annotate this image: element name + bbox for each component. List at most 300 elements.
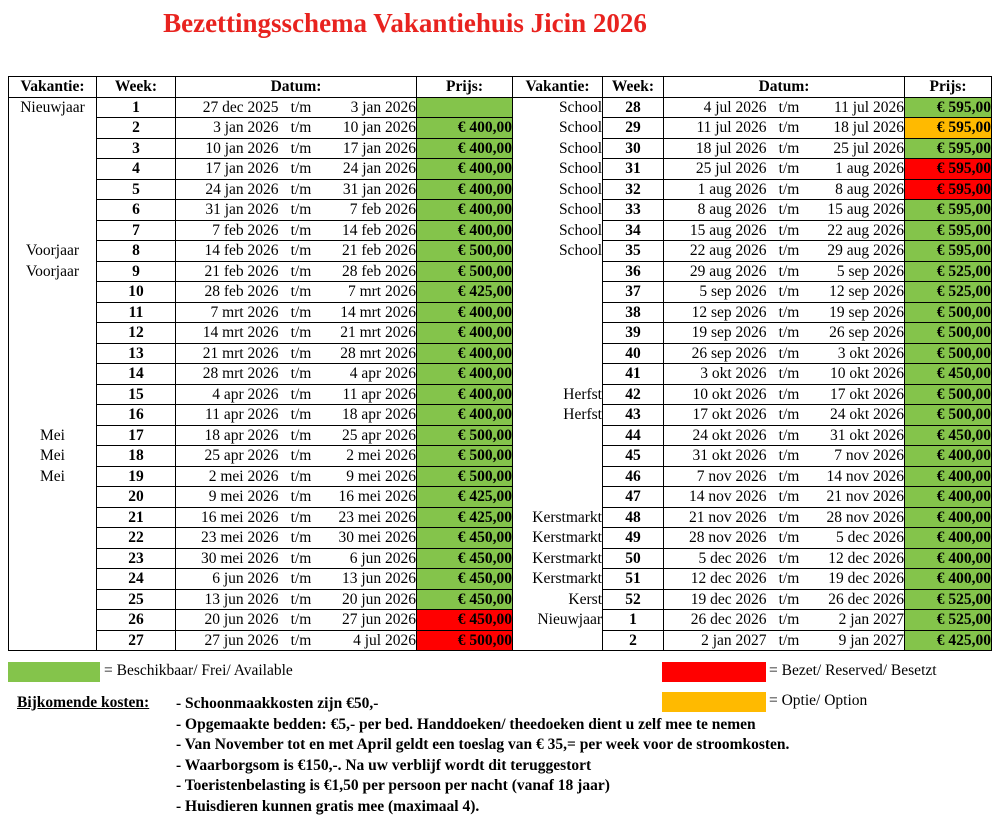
price-cell: € 450,00: [417, 528, 513, 549]
table-row: [9, 323, 992, 344]
date-sep-cell: t/m: [279, 179, 324, 200]
date-sep-cell: t/m: [279, 138, 324, 159]
vakantie-cell: [513, 466, 603, 487]
date-from-cell: 8 aug 2026: [664, 200, 767, 221]
date-from-cell: 22 aug 2026: [664, 241, 767, 262]
date-to-cell: 28 mrt 2026: [324, 343, 417, 364]
date-sep-cell: t/m: [767, 343, 812, 364]
price-cell: € 450,00: [417, 569, 513, 590]
date-from-cell: 31 okt 2026: [664, 446, 767, 467]
price-cell: € 425,00: [417, 507, 513, 528]
week-cell: 15: [97, 384, 176, 405]
week-cell: 38: [603, 302, 664, 323]
date-to-cell: 14 nov 2026: [812, 466, 905, 487]
date-from-cell: 6 jun 2026: [176, 569, 279, 590]
price-cell: € 400,00: [417, 118, 513, 139]
table-row: [9, 302, 992, 323]
vakantie-cell: School: [558, 119, 602, 136]
date-to-cell: 5 sep 2026: [812, 261, 905, 282]
vakantie-cell: [9, 528, 97, 549]
week-cell: 21: [97, 507, 176, 528]
date-to-cell: 11 apr 2026: [324, 384, 417, 405]
table-row: [9, 425, 992, 446]
vakantie-cell: Kerstmarkt: [532, 570, 602, 587]
date-to-cell: 18 apr 2026: [324, 405, 417, 426]
week-cell: 45: [603, 446, 664, 467]
price-cell: € 500,00: [905, 405, 992, 426]
date-from-cell: 28 feb 2026: [176, 282, 279, 303]
date-sep-cell: t/m: [279, 466, 324, 487]
date-sep-cell: t/m: [767, 261, 812, 282]
week-cell: 31: [603, 159, 664, 180]
table-row: [9, 343, 992, 364]
date-to-cell: 26 sep 2026: [812, 323, 905, 344]
price-cell: € 450,00: [905, 425, 992, 446]
date-from-cell: 28 mrt 2026: [176, 364, 279, 385]
week-cell: 13: [97, 343, 176, 364]
header-vakantie: Vakantie:: [513, 77, 603, 98]
vakantie-cell: Kerst: [568, 590, 602, 608]
date-from-cell: 11 jul 2026: [664, 118, 767, 139]
week-cell: 32: [603, 179, 664, 200]
week-cell: 27: [97, 630, 176, 651]
date-sep-cell: t/m: [279, 200, 324, 221]
date-sep-cell: t/m: [767, 118, 812, 139]
date-to-cell: 22 aug 2026: [812, 220, 905, 241]
week-cell: 22: [97, 528, 176, 549]
date-to-cell: 25 apr 2026: [324, 425, 417, 446]
price-cell: € 595,00: [905, 159, 992, 180]
week-cell: 5: [97, 179, 176, 200]
week-cell: 48: [603, 507, 664, 528]
vakantie-cell: Kerstmarkt: [532, 549, 602, 567]
date-to-cell: 21 feb 2026: [324, 241, 417, 262]
date-to-cell: 10 jan 2026: [324, 118, 417, 139]
price-cell: € 500,00: [417, 466, 513, 487]
week-cell: 2: [97, 118, 176, 139]
date-to-cell: 4 jul 2026: [324, 630, 417, 651]
table-row: [9, 159, 992, 180]
week-cell: 18: [97, 446, 176, 467]
date-sep-cell: t/m: [279, 548, 324, 569]
vakantie-cell: [513, 323, 603, 344]
date-from-cell: 9 mei 2026: [176, 487, 279, 508]
price-cell: € 500,00: [417, 630, 513, 651]
price-cell: € 450,00: [905, 364, 992, 385]
vakantie-cell: [9, 364, 97, 385]
cost-item: - Huisdieren kunnen gratis mee (maximaal 4).: [176, 797, 480, 815]
date-to-cell: 7 nov 2026: [812, 446, 905, 467]
price-cell: € 425,00: [417, 282, 513, 303]
table-row: [9, 569, 992, 590]
price-cell: € 425,00: [417, 487, 513, 508]
legend-available-swatch: [8, 662, 100, 682]
week-cell: 16: [97, 405, 176, 426]
date-to-cell: 3 jan 2026: [324, 97, 417, 118]
table-row: [9, 528, 992, 549]
date-sep-cell: t/m: [767, 241, 812, 262]
vakantie-cell: [513, 630, 603, 651]
week-cell: 30: [603, 138, 664, 159]
date-sep-cell: t/m: [279, 97, 324, 118]
header-week: Week:: [603, 77, 664, 98]
date-to-cell: 9 mei 2026: [324, 466, 417, 487]
price-cell: € 500,00: [417, 241, 513, 262]
date-sep-cell: t/m: [767, 630, 812, 651]
date-to-cell: 20 jun 2026: [324, 589, 417, 610]
date-to-cell: 12 sep 2026: [812, 282, 905, 303]
week-cell: 1: [603, 610, 664, 631]
vakantie-cell: [9, 220, 97, 241]
table-row: [9, 405, 992, 426]
vakantie-cell: [9, 384, 97, 405]
week-cell: 36: [603, 261, 664, 282]
date-from-cell: 25 jul 2026: [664, 159, 767, 180]
date-sep-cell: t/m: [279, 241, 324, 262]
price-cell: € 400,00: [417, 179, 513, 200]
date-to-cell: 21 mrt 2026: [324, 323, 417, 344]
date-sep-cell: t/m: [279, 528, 324, 549]
date-sep-cell: t/m: [279, 302, 324, 323]
table-row: [9, 97, 992, 118]
date-to-cell: 12 dec 2026: [812, 548, 905, 569]
price-cell: € 595,00: [905, 179, 992, 200]
date-from-cell: 2 mei 2026: [176, 466, 279, 487]
date-to-cell: 1 aug 2026: [812, 159, 905, 180]
date-from-cell: 3 okt 2026: [664, 364, 767, 385]
date-from-cell: 25 apr 2026: [176, 446, 279, 467]
week-cell: 7: [97, 220, 176, 241]
date-from-cell: 14 mrt 2026: [176, 323, 279, 344]
vakantie-cell: School: [558, 201, 602, 218]
header-datum: Datum:: [176, 77, 417, 98]
date-to-cell: 17 okt 2026: [812, 384, 905, 405]
price-cell: € 595,00: [905, 200, 992, 221]
date-sep-cell: t/m: [279, 261, 324, 282]
week-cell: 42: [603, 384, 664, 405]
date-sep-cell: t/m: [767, 220, 812, 241]
vakantie-cell: Mei: [9, 446, 97, 467]
vakantie-cell: School: [558, 180, 602, 198]
date-to-cell: 23 mei 2026: [324, 507, 417, 528]
week-cell: 43: [603, 405, 664, 426]
date-sep-cell: t/m: [767, 282, 812, 303]
date-sep-cell: t/m: [767, 446, 812, 467]
price-cell: € 400,00: [905, 487, 992, 508]
table-row: [9, 138, 992, 159]
date-to-cell: 14 mrt 2026: [324, 302, 417, 323]
week-cell: 46: [603, 466, 664, 487]
vakantie-cell: [513, 261, 603, 282]
date-sep-cell: t/m: [279, 282, 324, 303]
date-sep-cell: t/m: [767, 364, 812, 385]
date-from-cell: 27 dec 2025: [176, 97, 279, 118]
table-row: [9, 200, 992, 221]
week-cell: 25: [97, 589, 176, 610]
header-datum: Datum:: [664, 77, 905, 98]
price-cell: € 400,00: [417, 138, 513, 159]
date-from-cell: 26 dec 2026: [664, 610, 767, 631]
price-cell: € 595,00: [905, 138, 992, 159]
week-cell: 35: [603, 241, 664, 262]
vakantie-cell: [513, 343, 603, 364]
week-cell: 3: [97, 138, 176, 159]
vakantie-cell: Voorjaar: [9, 261, 97, 282]
date-to-cell: 24 jan 2026: [324, 159, 417, 180]
vakantie-cell: Kerstmarkt: [532, 529, 602, 546]
week-cell: 8: [97, 241, 176, 262]
price-cell: € 500,00: [417, 261, 513, 282]
date-sep-cell: t/m: [767, 528, 812, 549]
week-cell: 34: [603, 220, 664, 241]
price-cell: € 400,00: [905, 446, 992, 467]
price-cell: € 400,00: [905, 548, 992, 569]
date-from-cell: 23 mei 2026: [176, 528, 279, 549]
vakantie-cell: [9, 487, 97, 508]
table-row: [9, 364, 992, 385]
vakantie-cell: [9, 179, 97, 200]
vakantie-cell: Kerstmarkt: [532, 508, 602, 526]
price-cell: € 400,00: [905, 507, 992, 528]
week-cell: 1: [97, 97, 176, 118]
date-from-cell: 19 dec 2026: [664, 589, 767, 610]
vakantie-cell: [513, 487, 603, 508]
week-cell: 49: [603, 528, 664, 549]
date-sep-cell: t/m: [767, 323, 812, 344]
date-to-cell: 2 mei 2026: [324, 446, 417, 467]
week-cell: 23: [97, 548, 176, 569]
price-cell: € 400,00: [417, 323, 513, 344]
vakantie-cell: [9, 610, 97, 631]
date-sep-cell: t/m: [279, 425, 324, 446]
date-sep-cell: t/m: [767, 405, 812, 426]
date-to-cell: 17 jan 2026: [324, 138, 417, 159]
vakantie-cell: [513, 446, 603, 467]
date-to-cell: 6 jun 2026: [324, 548, 417, 569]
date-sep-cell: t/m: [767, 487, 812, 508]
date-from-cell: 1 aug 2026: [664, 179, 767, 200]
table-row: [9, 179, 992, 200]
week-cell: 14: [97, 364, 176, 385]
week-cell: 24: [97, 569, 176, 590]
price-cell: € 400,00: [417, 220, 513, 241]
table-row: [9, 507, 992, 528]
date-from-cell: 12 sep 2026: [664, 302, 767, 323]
legend-available-label: = Beschikbaar/ Frei/ Available: [104, 662, 293, 679]
week-cell: 4: [97, 159, 176, 180]
date-sep-cell: t/m: [279, 323, 324, 344]
date-from-cell: 7 feb 2026: [176, 220, 279, 241]
date-to-cell: 27 jun 2026: [324, 610, 417, 631]
week-cell: 29: [603, 118, 664, 139]
vakantie-cell: [9, 118, 97, 139]
date-from-cell: 10 jan 2026: [176, 138, 279, 159]
cost-item: - Van November tot en met April geldt een toeslag van € 35,= per week voor de stroomkosten.: [176, 736, 790, 753]
date-from-cell: 11 apr 2026: [176, 405, 279, 426]
date-from-cell: 7 mrt 2026: [176, 302, 279, 323]
date-from-cell: 18 jul 2026: [664, 138, 767, 159]
date-sep-cell: t/m: [279, 487, 324, 508]
vakantie-cell: Mei: [9, 466, 97, 487]
table-row: [9, 548, 992, 569]
vakantie-cell: [9, 302, 97, 323]
table-row: [9, 446, 992, 467]
date-to-cell: 9 jan 2027: [812, 630, 905, 651]
date-sep-cell: t/m: [767, 589, 812, 610]
date-from-cell: 10 okt 2026: [664, 384, 767, 405]
week-cell: 19: [97, 466, 176, 487]
date-to-cell: 30 mei 2026: [324, 528, 417, 549]
cost-item: - Opgemaakte bedden: €5,- per bed. Handdoeken/ theedoeken dient u zelf mee te nemen: [176, 715, 756, 733]
date-sep-cell: t/m: [767, 159, 812, 180]
price-cell: € 500,00: [905, 384, 992, 405]
vakantie-cell: School: [558, 160, 602, 177]
price-cell: € 595,00: [905, 97, 992, 118]
table-row: [9, 241, 992, 262]
date-sep-cell: t/m: [767, 569, 812, 590]
date-from-cell: 27 jun 2026: [176, 630, 279, 651]
date-from-cell: 14 nov 2026: [664, 487, 767, 508]
date-to-cell: 7 mrt 2026: [324, 282, 417, 303]
price-cell: € 400,00: [417, 302, 513, 323]
price-cell: € 595,00: [905, 241, 992, 262]
date-to-cell: 26 dec 2026: [812, 589, 905, 610]
week-cell: 33: [603, 200, 664, 221]
date-from-cell: 14 feb 2026: [176, 241, 279, 262]
date-to-cell: 31 jan 2026: [324, 179, 417, 200]
date-sep-cell: t/m: [279, 446, 324, 467]
price-cell: € 400,00: [417, 343, 513, 364]
vakantie-cell: [9, 159, 97, 180]
date-from-cell: 26 sep 2026: [664, 343, 767, 364]
week-cell: 44: [603, 425, 664, 446]
date-from-cell: 21 mrt 2026: [176, 343, 279, 364]
price-cell: € 400,00: [905, 569, 992, 590]
week-cell: 9: [97, 261, 176, 282]
date-from-cell: 5 sep 2026: [664, 282, 767, 303]
date-to-cell: 13 jun 2026: [324, 569, 417, 590]
week-cell: 6: [97, 200, 176, 221]
date-from-cell: 4 apr 2026: [176, 384, 279, 405]
cost-item: - Schoonmaakkosten zijn €50,-: [176, 695, 379, 712]
price-cell: € 400,00: [417, 364, 513, 385]
date-to-cell: 29 aug 2026: [812, 241, 905, 262]
vakantie-cell: [513, 364, 603, 385]
header-prijs: Prijs:: [417, 77, 513, 98]
date-from-cell: 19 sep 2026: [664, 323, 767, 344]
date-sep-cell: t/m: [767, 466, 812, 487]
date-sep-cell: t/m: [767, 610, 812, 631]
week-cell: 39: [603, 323, 664, 344]
schedule-table: [8, 76, 992, 651]
price-cell: € 400,00: [417, 200, 513, 221]
costs-label: Bijkomende kosten:: [17, 694, 150, 711]
date-from-cell: 2 jan 2027: [664, 630, 767, 651]
date-from-cell: 20 jun 2026: [176, 610, 279, 631]
vakantie-cell: [9, 589, 97, 610]
vakantie-cell: [9, 630, 97, 651]
date-to-cell: 15 aug 2026: [812, 200, 905, 221]
cost-item: - Waarborgsom is €150,-. Na uw verblijf wordt dit teruggestort: [176, 756, 592, 774]
date-sep-cell: t/m: [767, 507, 812, 528]
price-cell: € 400,00: [905, 528, 992, 549]
price-cell: € 525,00: [905, 261, 992, 282]
date-from-cell: 12 dec 2026: [664, 569, 767, 590]
table-row: [9, 630, 992, 651]
price-cell: € 400,00: [905, 466, 992, 487]
table-row: [9, 466, 992, 487]
price-cell: € 525,00: [905, 589, 992, 610]
date-to-cell: 5 dec 2026: [812, 528, 905, 549]
week-cell: 20: [97, 487, 176, 508]
date-to-cell: 10 okt 2026: [812, 364, 905, 385]
price-cell: € 525,00: [905, 282, 992, 303]
date-sep-cell: t/m: [767, 200, 812, 221]
price-cell: € 450,00: [417, 548, 513, 569]
date-sep-cell: t/m: [279, 364, 324, 385]
date-from-cell: 29 aug 2026: [664, 261, 767, 282]
date-sep-cell: t/m: [279, 630, 324, 651]
price-cell: € 500,00: [905, 343, 992, 364]
header-vakantie: Vakantie:: [9, 77, 97, 98]
vakantie-cell: Mei: [9, 425, 97, 446]
table-row: [9, 118, 992, 139]
vakantie-cell: [9, 343, 97, 364]
price-cell: € 500,00: [417, 425, 513, 446]
price-cell: € 595,00: [905, 118, 992, 139]
vakantie-cell: [9, 200, 97, 221]
date-from-cell: 18 apr 2026: [176, 425, 279, 446]
vakantie-cell: [9, 548, 97, 569]
vakantie-cell: [513, 302, 603, 323]
table-row: [9, 487, 992, 508]
date-from-cell: 16 mei 2026: [176, 507, 279, 528]
legend-reserved-label: = Bezet/ Reserved/ Besetzt: [769, 662, 937, 679]
legend-option-label: = Optie/ Option: [769, 692, 868, 709]
price-cell: € 450,00: [417, 610, 513, 631]
vakantie-cell: School: [558, 139, 602, 157]
date-sep-cell: t/m: [279, 589, 324, 610]
date-to-cell: 28 feb 2026: [324, 261, 417, 282]
table-row: [9, 261, 992, 282]
date-to-cell: 24 okt 2026: [812, 405, 905, 426]
date-to-cell: 4 apr 2026: [324, 364, 417, 385]
date-from-cell: 17 jan 2026: [176, 159, 279, 180]
date-sep-cell: t/m: [279, 159, 324, 180]
date-sep-cell: t/m: [767, 384, 812, 405]
date-to-cell: 16 mei 2026: [324, 487, 417, 508]
date-sep-cell: t/m: [767, 97, 812, 118]
price-cell: € 525,00: [905, 610, 992, 631]
vakantie-cell: Herfst: [563, 385, 602, 403]
date-sep-cell: t/m: [767, 548, 812, 569]
cost-item: - Toeristenbelasting is €1,50 per persoon per nacht (vanaf 18 jaar): [176, 777, 610, 794]
date-from-cell: 15 aug 2026: [664, 220, 767, 241]
date-from-cell: 7 nov 2026: [664, 466, 767, 487]
date-from-cell: 5 dec 2026: [664, 548, 767, 569]
date-from-cell: 17 okt 2026: [664, 405, 767, 426]
date-sep-cell: t/m: [279, 118, 324, 139]
date-to-cell: 7 feb 2026: [324, 200, 417, 221]
vakantie-cell: [9, 282, 97, 303]
vakantie-cell: Nieuwjaar: [9, 97, 97, 118]
date-sep-cell: t/m: [279, 569, 324, 590]
vakantie-cell: School: [558, 242, 602, 259]
week-cell: 17: [97, 425, 176, 446]
date-to-cell: 21 nov 2026: [812, 487, 905, 508]
date-to-cell: 19 sep 2026: [812, 302, 905, 323]
vakantie-cell: [513, 282, 603, 303]
